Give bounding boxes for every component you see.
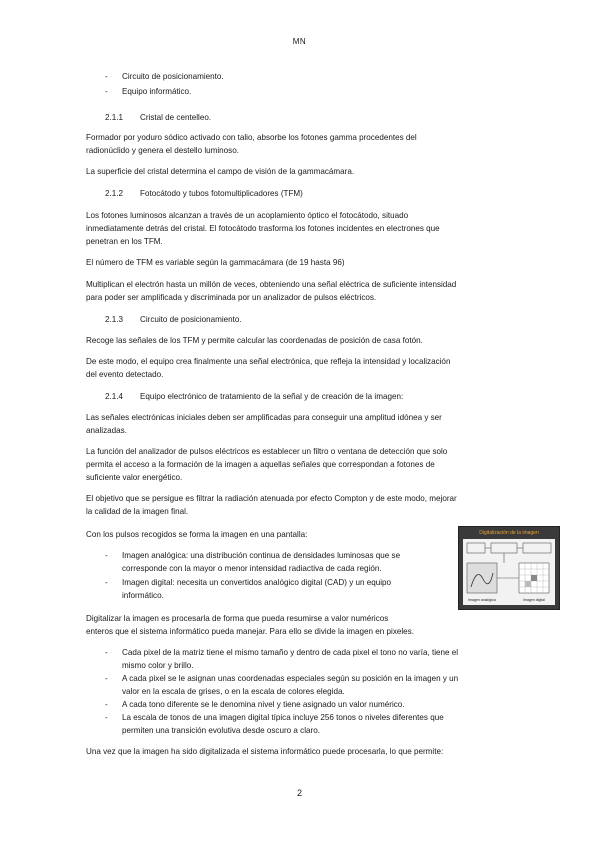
list-item: La escala de tonos de una imagen digital típica incluye 256 tonos o niveles diferentes que	[122, 713, 444, 722]
bullet-marker: -	[105, 72, 108, 81]
section-title: Equipo electrónico de tratamiento de la señal y de creación de la imagen:	[140, 392, 404, 401]
section-number: 2.1.4	[105, 392, 124, 401]
paragraph-line: De este modo, el equipo crea finalmente una señal electrónica, que refleja la intensidad y localización	[86, 357, 451, 366]
paragraph-line: permita el acceso a la formación de la imagen a aquellas señales que correspondan a fotones de	[86, 460, 435, 469]
section-title: Circuito de posicionamiento.	[140, 315, 242, 324]
paragraph-line: radionúclido y genera el destello luminoso.	[86, 146, 239, 155]
figure-label-digital: Imagen digital	[523, 598, 545, 602]
list-item-continuation: informático.	[122, 591, 164, 600]
list-item-continuation: corresponde con la mayor o menor intensidad radiactiva de cada región.	[122, 564, 382, 573]
paragraph-line: Las señales electrónicas iniciales deben ser amplificadas para conseguir una amplitud idónea y ser	[86, 413, 442, 422]
paragraph-line: La función del analizador de pulsos eléctricos es establecer un filtro o ventana de detección que solo	[86, 447, 448, 456]
page-header: MN	[292, 37, 307, 46]
paragraph-line: enteros que el sistema informático pueda manejar. Para ello se divide la imagen en pixeles.	[86, 627, 414, 636]
list-item-continuation: valor en la escala de grises, o en la escala de colores elegida.	[122, 687, 345, 696]
section-number: 2.1.2	[105, 189, 124, 198]
list-item: Equipo informático.	[122, 87, 192, 96]
list-item: Imagen analógica: una distribución continua de densidades luminosas que se	[122, 551, 401, 560]
pixel-cell	[531, 575, 537, 581]
digitization-diagram	[459, 527, 559, 609]
section-title: Cristal de centelleo.	[140, 113, 212, 122]
paragraph-line: Con los pulsos recogidos se forma la imagen en una pantalla:	[86, 530, 308, 539]
bullet-marker: -	[105, 700, 108, 709]
paragraph-line: Multiplican el electrón hasta un millón de veces, obteniendo una señal eléctrica de suficiente intensidad	[86, 280, 457, 289]
paragraph-line: suficiente valor energético.	[86, 473, 183, 482]
bullet-marker: -	[105, 713, 108, 722]
paragraph-line: Una vez que la imagen ha sido digitalizada el sistema informático puede procesarla, lo que permite:	[86, 747, 444, 756]
pixel-cell	[525, 581, 531, 587]
bullet-marker: -	[105, 674, 108, 683]
paragraph-line: Digitalizar la imagen es procesarla de forma que pueda resumirse a valor numéricos	[86, 614, 389, 623]
paragraph-line: Los fotones luminosos alcanzan a través de un acoplamiento óptico el fotocátodo, situado	[86, 211, 409, 220]
list-item: A cada tono diferente se le denomina nivel y tiene asignado un valor numérico.	[122, 700, 405, 709]
bullet-marker: -	[105, 648, 108, 657]
figure-title: Digitalización de la imagen	[479, 530, 539, 536]
paragraph-line: del evento detectado.	[86, 370, 164, 379]
paragraph-line: analizadas.	[86, 426, 127, 435]
paragraph-line: El objetivo que se persigue es filtrar la radiación atenuada por efecto Compton y de este modo, mejorar	[86, 494, 457, 503]
paragraph-line: la calidad de la imagen final.	[86, 507, 189, 516]
list-item: Imagen digital: necesita un convertidos analógico digital (CAD) y un equipo	[122, 578, 392, 587]
paragraph-line: para poder ser amplificada y discriminada por un analizador de pulsos eléctricos.	[86, 293, 377, 302]
list-item-continuation: permiten una transición evolutiva desde oscuro a claro.	[122, 726, 320, 735]
paragraph-line: La superficie del cristal determina el campo de visión de la gammacámara.	[86, 167, 355, 176]
paragraph-line: Recoge las señales de los TFM y permite calcular las coordenadas de posición de casa fotón.	[86, 336, 423, 345]
bullet-marker: -	[105, 578, 108, 587]
figure-label-analog: Imagen analógica	[468, 598, 496, 602]
section-number: 2.1.1	[105, 113, 124, 122]
paragraph-line: inmediatamente detrás del cristal. El fotocátodo trasforma los fotones incidentes en electrones que	[86, 224, 440, 233]
list-item-continuation: mismo color y brillo.	[122, 661, 194, 670]
section-title: Fotocátodo y tubos fotomultiplicadores (TFM)	[140, 189, 303, 198]
paragraph-line: penetran en los TFM.	[86, 237, 163, 246]
bullet-marker: -	[105, 551, 108, 560]
paragraph-line: El número de TFM es variable según la gammacámara (de 19 hasta 96)	[86, 258, 345, 267]
list-item: A cada pixel se le asignan unas coordenadas especiales según su posición en la imagen y un	[122, 674, 459, 683]
analog-image-box	[467, 563, 497, 593]
paragraph-line: Formador por yoduro sódico activado con talio, absorbe los fotones gamma procedentes del	[86, 133, 417, 142]
page-number: 2	[296, 788, 302, 798]
bullet-marker: -	[105, 87, 108, 96]
section-number: 2.1.3	[105, 315, 124, 324]
list-item: Circuito de posicionamiento.	[122, 72, 224, 81]
digitization-figure	[458, 526, 560, 610]
list-item: Cada pixel de la matriz tiene el mismo tamaño y dentro de cada pixel el tono no varía, tiene el	[122, 648, 459, 657]
